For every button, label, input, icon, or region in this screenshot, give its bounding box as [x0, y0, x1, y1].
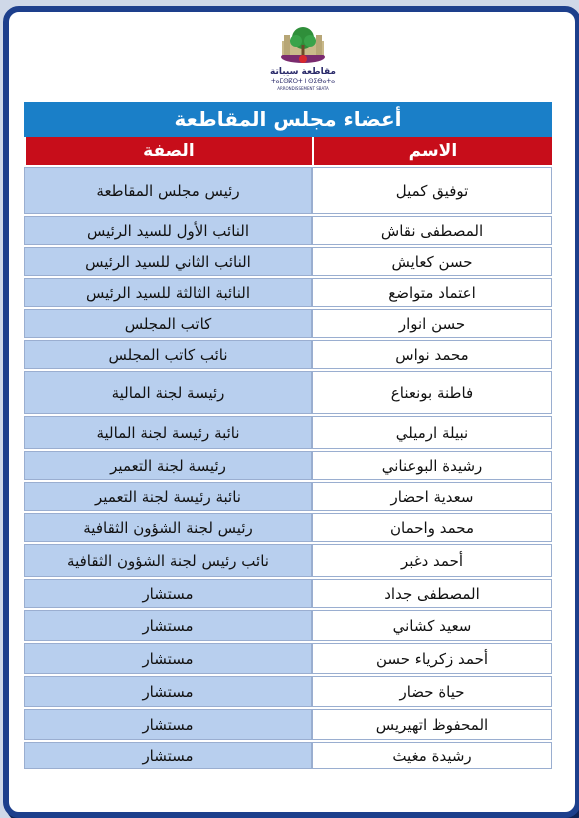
table-row [24, 709, 552, 740]
table-row [24, 610, 552, 641]
member-name: اعتماد متواضع [312, 278, 552, 307]
table-row [24, 482, 552, 511]
tree-emblem-icon [274, 23, 332, 67]
member-name: فاطنة بونعناع [312, 371, 552, 414]
member-name: محمد واحمان [312, 513, 552, 542]
member-role: نائبة رئيسة لجنة المالية [24, 416, 312, 449]
table-row [24, 676, 552, 707]
member-name: المحفوظ اتهيريس [312, 709, 552, 740]
member-name: أحمد دغبر [312, 544, 552, 577]
table-row [24, 278, 552, 307]
member-name: سعدية احضار [312, 482, 552, 511]
table-row [24, 247, 552, 276]
logo-french-name: ARRONDISSEMENT SBATA [277, 86, 329, 91]
table-row [24, 579, 552, 608]
member-name: رشيدة البوعناني [312, 451, 552, 480]
table-row [24, 371, 552, 414]
header-role: الصفة [24, 137, 312, 165]
logo-arabic-name: مقاطعة سيباتة [270, 67, 336, 77]
member-name: المصطفى نقاش [312, 216, 552, 245]
member-role: مستشار [24, 643, 312, 674]
member-name: توفيق كميل [312, 167, 552, 214]
member-role: النائبة الثالثة للسيد الرئيس [24, 278, 312, 307]
table-row [24, 216, 552, 245]
member-role: النائب الأول للسيد الرئيس [24, 216, 312, 245]
table-row [24, 544, 552, 577]
table-row [24, 451, 552, 480]
logo [252, 19, 354, 99]
member-name: نبيلة ارميلي [312, 416, 552, 449]
member-role: رئيسة لجنة المالية [24, 371, 312, 414]
member-name: رشيدة مغيث [312, 742, 552, 769]
header-name: الاسم [312, 137, 552, 165]
member-name: أحمد زكرياء حسن [312, 643, 552, 674]
member-role: مستشار [24, 676, 312, 707]
member-role: رئيس لجنة الشؤون الثقافية [24, 513, 312, 542]
table-row [24, 742, 552, 769]
member-role: النائب الثاني للسيد الرئيس [24, 247, 312, 276]
table-row [24, 416, 552, 449]
table-row [24, 643, 552, 674]
member-role: نائب رئيس لجنة الشؤون الثقافية [24, 544, 312, 577]
member-name: محمد نواس [312, 340, 552, 369]
table-header [24, 137, 552, 165]
member-name: حسن كعايش [312, 247, 552, 276]
member-role: رئيسة لجنة التعمير [24, 451, 312, 480]
member-role: مستشار [24, 709, 312, 740]
member-role: نائب كاتب المجلس [24, 340, 312, 369]
member-role: مستشار [24, 579, 312, 608]
members-table [24, 167, 552, 771]
member-name: حسن انوار [312, 309, 552, 338]
logo-tifinagh-name: ⵜⴰⵎⵙⴽⵔⵜ ⵏ ⵙⵉⴱⴰⵜⴰ [271, 78, 335, 85]
member-role: نائبة رئيسة لجنة التعمير [24, 482, 312, 511]
page-title: أعضاء مجلس المقاطعة [24, 102, 552, 137]
member-role: رئيس مجلس المقاطعة [24, 167, 312, 214]
member-role: مستشار [24, 610, 312, 641]
member-name: المصطفى جداد [312, 579, 552, 608]
table-row [24, 340, 552, 369]
table-row [24, 309, 552, 338]
table-row [24, 167, 552, 214]
table-row [24, 513, 552, 542]
member-name: سعيد كشاني [312, 610, 552, 641]
member-name: حياة حضار [312, 676, 552, 707]
member-role: كاتب المجلس [24, 309, 312, 338]
member-role: مستشار [24, 742, 312, 769]
